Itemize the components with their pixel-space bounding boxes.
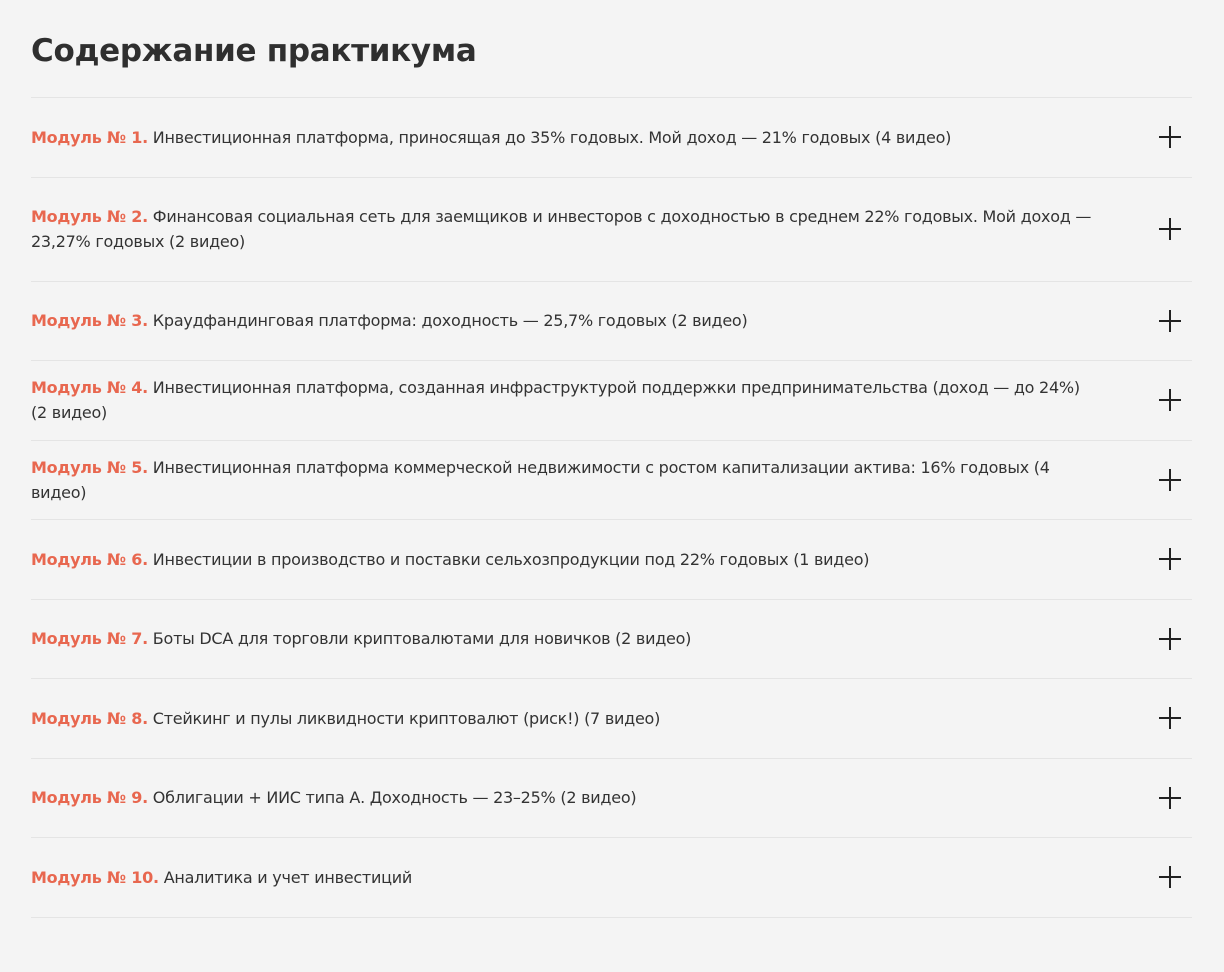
module-label: Модуль № 2. [31, 207, 148, 226]
module-text-2 [31, 204, 1158, 254]
plus-icon[interactable] [1158, 627, 1182, 651]
module-text-4 [31, 375, 1158, 425]
module-title: Боты DCA для торговли криптовалютами для новичков (2 видео) [152, 629, 692, 649]
page-title: Содержание практикума [31, 33, 477, 69]
modules-accordion [31, 97, 1192, 918]
plus-icon[interactable] [1158, 468, 1182, 492]
module-item-7[interactable] [31, 600, 1192, 680]
module-title: Стейкинг и пулы ликвидности криптовалют (риск!) (7 видео) [152, 708, 661, 728]
module-title: Финансовая социальная сеть для заемщиков и инвесторов с доходностью в среднем 22% годовых. Мой доход — 23,27% годовых (2 видео) [31, 207, 1092, 251]
module-text-5 [31, 455, 1158, 505]
module-label: Модуль № 10. [31, 867, 159, 887]
module-label: Модуль № 1. [31, 127, 148, 147]
module-label: Модуль № 5. [31, 457, 148, 477]
module-text-8 [31, 706, 720, 731]
module-title: Аналитика и учет инвестиций [163, 867, 413, 887]
plus-icon[interactable] [1158, 786, 1182, 810]
module-item-2[interactable] [31, 178, 1192, 282]
module-title: Краудфандинговая платформа: доходность — 25,7% годовых (2 видео) [152, 311, 748, 331]
module-label: Модуль № 7. [31, 629, 148, 649]
module-title: Облигации + ИИС типа А. Доходность — 23–25% (2 видео) [152, 788, 637, 808]
plus-icon[interactable] [1158, 388, 1182, 412]
plus-icon[interactable] [1158, 217, 1182, 241]
module-title: Инвестиции в производство и поставки сельхозпродукции под 22% годовых (1 видео) [152, 549, 870, 569]
module-text-7 [31, 626, 751, 651]
module-text-9 [31, 785, 696, 810]
plus-icon[interactable] [1158, 309, 1182, 333]
module-label: Модуль № 3. [31, 311, 148, 331]
module-title: Инвестиционная платформа, созданная инфраструктурой поддержки предпринимательства (доход — до 24%) (2 видео) [31, 378, 1080, 423]
module-label: Модуль № 6. [31, 549, 148, 569]
module-text-6 [31, 547, 929, 572]
module-title: Инвестиционная платформа, приносящая до 35% годовых. Мой доход — 21% годовых (4 видео) [152, 127, 952, 147]
plus-icon[interactable] [1158, 547, 1182, 571]
module-text-10 [31, 865, 472, 890]
module-item-10[interactable] [31, 838, 1192, 918]
module-item-1[interactable] [31, 98, 1192, 178]
module-item-4[interactable] [31, 361, 1192, 441]
module-item-5[interactable] [31, 441, 1192, 521]
module-text-3 [31, 308, 807, 333]
module-item-8[interactable] [31, 679, 1192, 759]
module-label: Модуль № 4. [31, 378, 148, 398]
module-label: Модуль № 8. [31, 708, 148, 728]
module-text-1 [31, 125, 1011, 150]
module-title: Инвестиционная платформа коммерческой недвижимости с ростом капитализации актива: 16% годовых (4 видео) [31, 457, 1050, 502]
module-item-9[interactable] [31, 759, 1192, 839]
plus-icon[interactable] [1158, 865, 1182, 889]
module-label: Модуль № 9. [31, 788, 148, 808]
plus-icon[interactable] [1158, 706, 1182, 730]
module-item-6[interactable] [31, 520, 1192, 600]
module-item-3[interactable] [31, 282, 1192, 362]
plus-icon[interactable] [1158, 125, 1182, 149]
